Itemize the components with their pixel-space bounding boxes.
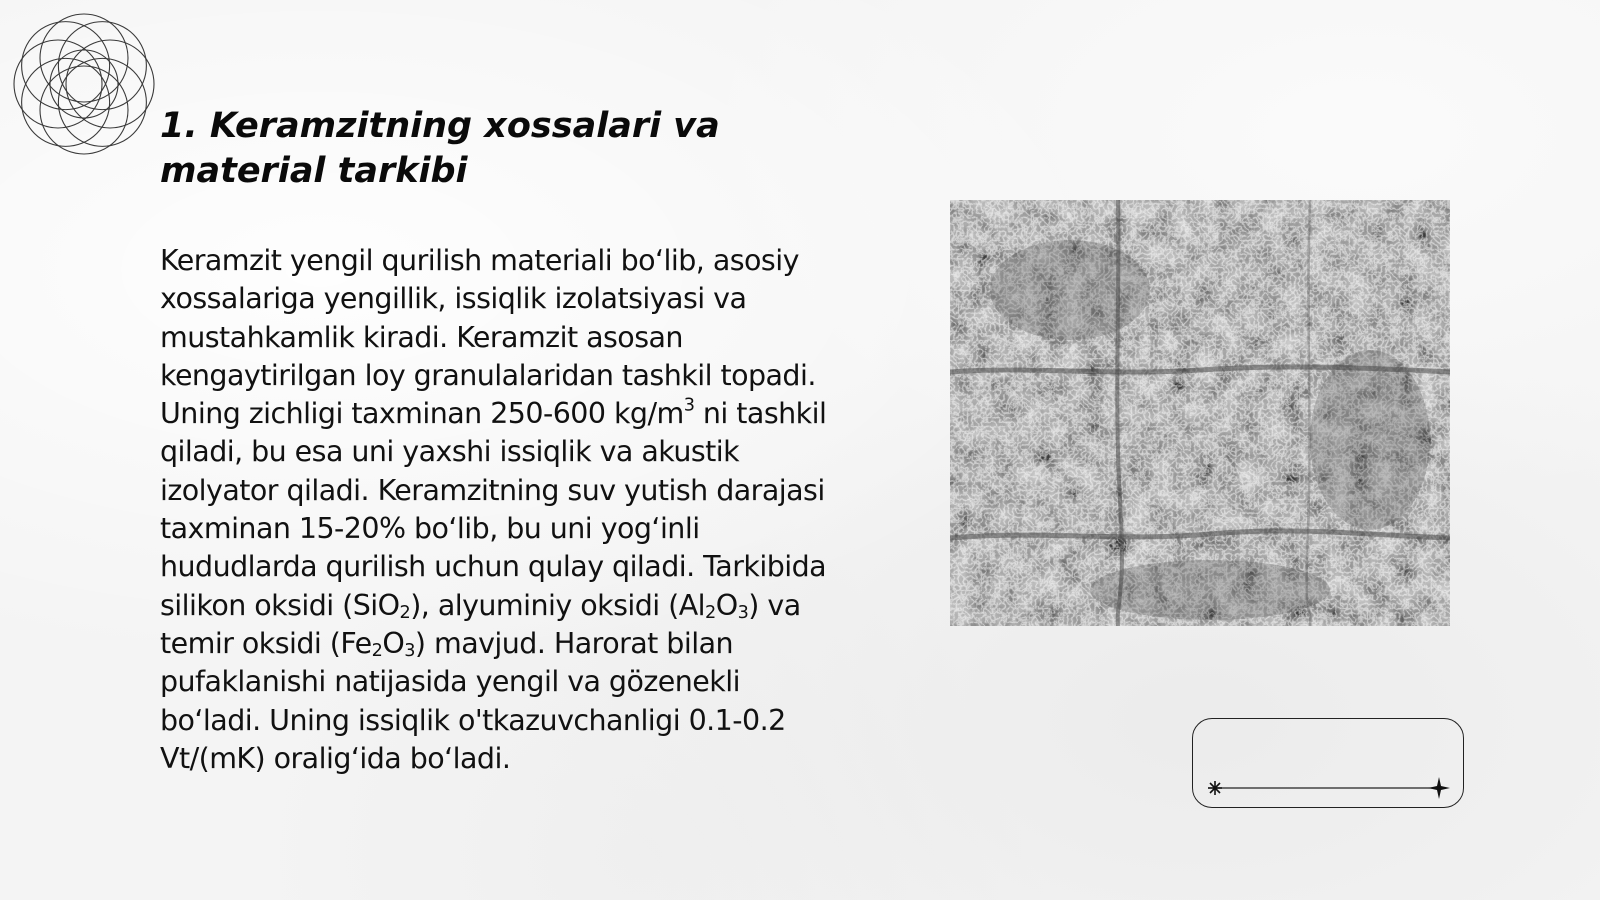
paragraph-text-segment: O [715,588,738,622]
circular-rosette-icon [10,10,158,158]
paragraph-text-segment: ), alyuminiy oksidi (Al [410,588,706,622]
asterisk-icon [1208,781,1222,795]
paragraph-text-segment: ni tashkil qiladi, bu esa uni yaxshi issiqlik va akustik izolyator qiladi. Keramzitning suv yutish darajasi taxminan 15-20% boʻlib, bu uni yogʻinli hududlarda qurilish uchun qulay qiladi. Tarkibida silikon oksidi (SiO [160,397,827,622]
subscript: 2 [705,602,716,623]
subscript: 2 [371,641,383,662]
decorative-slider [1192,718,1464,808]
paragraph-text-segment: ) mavjud. Harorat bilan pufaklanishi natijasida yengil va gözenekli boʻladi. Uning issiqlik o'tkazuvchanligi 0.1-0.2 Vt/(mK) oraligʻida boʻladi. [160,626,786,775]
paragraph-text-segment: ) va temir oksidi (Fe [160,588,801,660]
subscript: 3 [404,641,415,662]
sparkle-icon [1428,777,1450,799]
slide-title: 1. Keramzitning xossalari va material tarkibi [160,106,720,191]
concrete-texture-image [950,200,1450,626]
superscript: 3 [683,395,695,416]
subscript: 2 [399,602,411,623]
body-paragraph [160,242,845,778]
paragraph-text-segment: Keramzit yengil qurilish materiali boʻlib, asosiy xossalariga yengillik, issiqlik izolatsiyasi va mustahkamlik kiradi. Keramzit asosan kengaytirilgan loy granulalaridan tashkil topadi. Uning zichligi taxminan 250-600 kg/m [160,244,816,431]
subscript: 3 [737,602,749,623]
paragraph-text-segment: O [382,626,405,660]
